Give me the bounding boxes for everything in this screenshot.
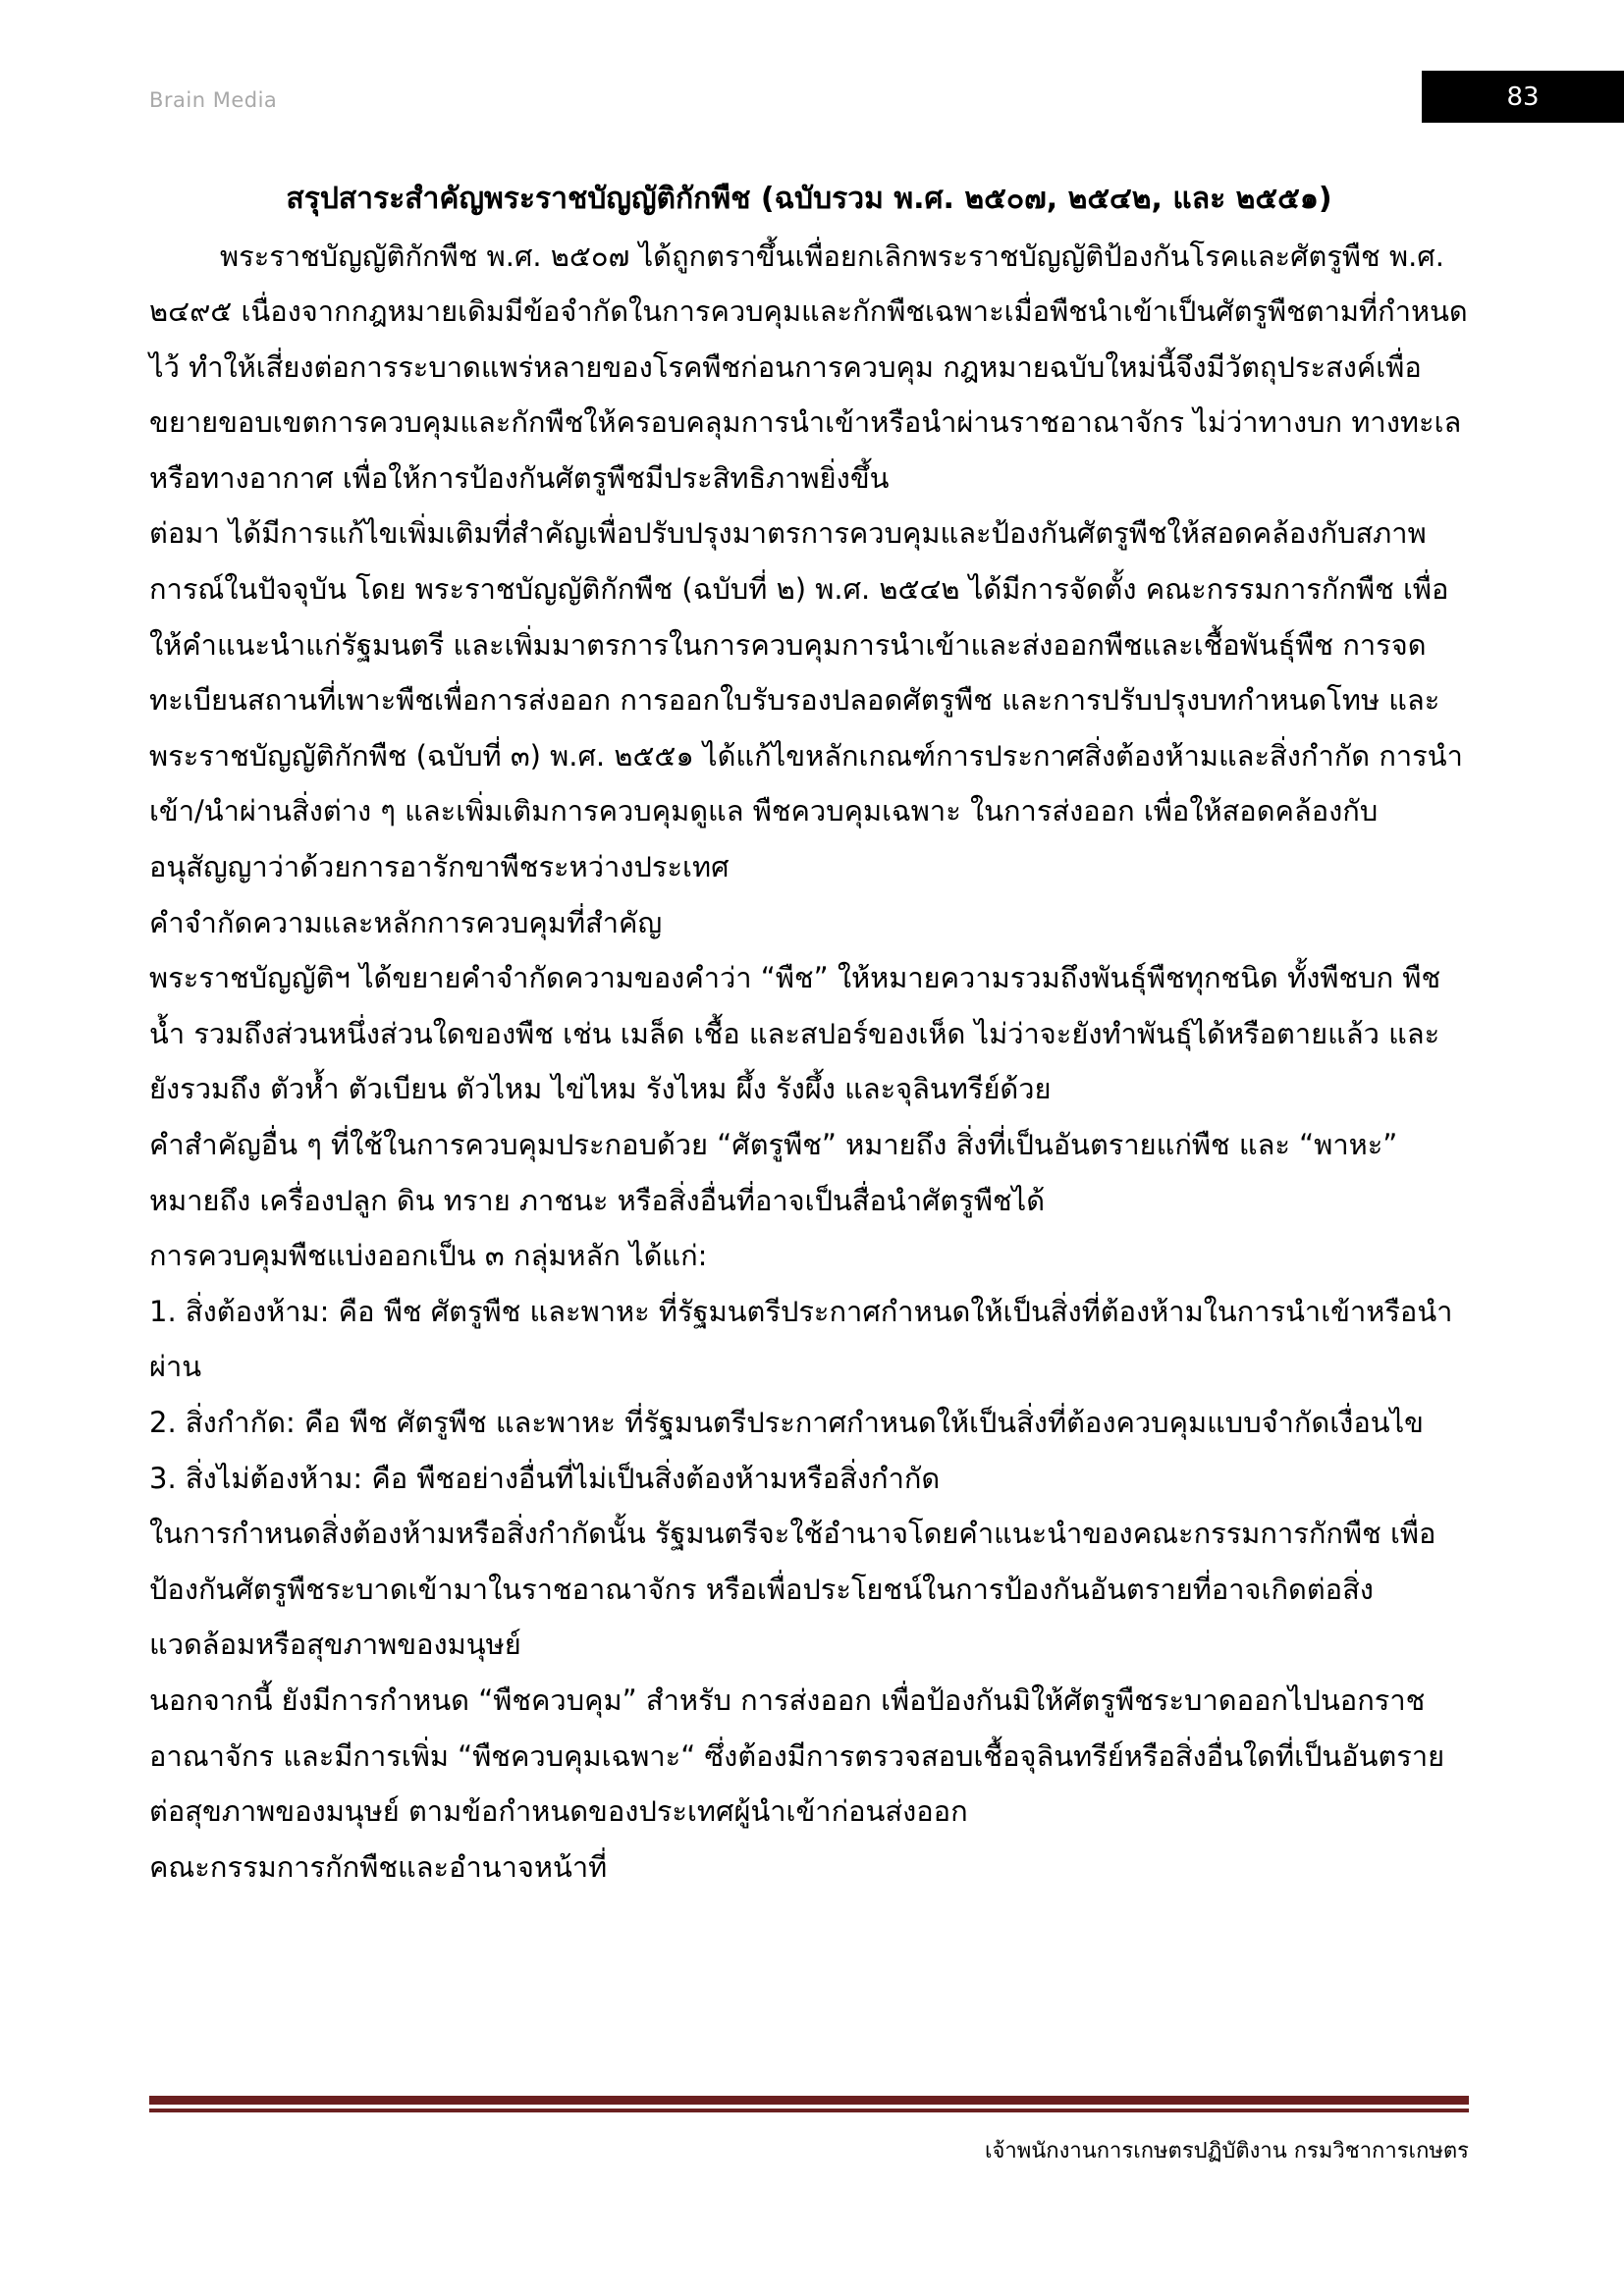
paragraph: พระราชบัญญัติฯ ได้ขยายคำจำกัดความของคำว่า “พืช” ให้หมายความรวมถึงพันธุ์พืชทุกชนิด ทั้งพืชบก พืชน้ำ รวมถึงส่วนหนึ่งส่วนใดของพืช เช่น เมล็ด เชื้อ และสปอร์ของเห็ด ไม่ว่าจะยังทำพันธุ์ได้หรือตายแล้ว และยังรวมถึง ตัวห้ำ ตัวเบียน ตัวไหม ไข่ไหม รังไหม ผึ้ง รังผึ้ง และจุลินทรีย์ด้วย — [149, 961, 1441, 1106]
footer-rule-thin — [149, 2109, 1469, 2112]
paragraph-heading: คำจำกัดความและหลักการควบคุมที่สำคัญ — [149, 905, 663, 939]
paragraph: คำสำคัญอื่น ๆ ที่ใช้ในการควบคุมประกอบด้วย “ศัตรูพืช” หมายถึง สิ่งที่เป็นอันตรายแก่พืช และ “พาหะ” หมายถึง เครื่องปลูก ดิน ทราย ภาชนะ หรือสิ่งอื่นที่อาจเป็นสื่อนำศัตรูพืชได้ — [149, 1128, 1398, 1217]
list-item: 1. สิ่งต้องห้าม: คือ พืช ศัตรูพืช และพาหะ ที่รัฐมนตรีประกาศกำหนดให้เป็นสิ่งที่ต้องห้ามในการนำเข้าหรือนำผ่าน — [149, 1294, 1453, 1384]
list-item: 2. สิ่งกำกัด: คือ พืช ศัตรูพืช และพาหะ ที่รัฐมนตรีประกาศกำหนดให้เป็นสิ่งที่ต้องควบคุมแบบจำกัดเงื่อนไข — [149, 1405, 1424, 1439]
list-item: 3. สิ่งไม่ต้องห้าม: คือ พืชอย่างอื่นที่ไม่เป็นสิ่งต้องห้ามหรือสิ่งกำกัด — [149, 1461, 941, 1495]
document-title: สรุปสาระสำคัญพระราชบัญญัติกักพืช (ฉบับรวม พ.ศ. ๒๕๐๗, ๒๕๔๒, และ ๒๕๕๑) — [286, 182, 1332, 216]
document-body — [149, 177, 1469, 1895]
paragraph: พระราชบัญญัติกักพืช พ.ศ. ๒๕๐๗ ได้ถูกตราขึ้นเพื่อยกเลิกพระราชบัญญัติป้องกันโรคและศัตรูพืช พ.ศ. ๒๔๙๕ เนื่องจากกฎหมายเดิมมีข้อจำกัดในการควบคุมและกักพืชเฉพาะเมื่อพืชนำเข้าเป็นศัตรูพืชตามที่กำหนดไว้ ทำให้เสี่ยงต่อการระบาดแพร่หลายของโรคพืชก่อนการควบคุม กฎหมายฉบับใหม่นี้จึงมีวัตถุประสงค์เพื่อขยายขอบเขตการควบคุมและกักพืชให้ครอบคลุมการนำเข้าหรือนำผ่านราชอาณาจักร ไม่ว่าทางบก ทางทะเล หรือทางอากาศ เพื่อให้การป้องกันศัตรูพืชมีประสิทธิภาพยิ่งขึ้น — [149, 239, 1468, 495]
paragraph: นอกจากนี้ ยังมีการกำหนด “พืชควบคุม” สำหรับ การส่งออก เพื่อป้องกันมิให้ศัตรูพืชระบาดออกไปนอกราชอาณาจักร และมีการเพิ่ม “พืชควบคุมเฉพาะ“ ซึ่งต้องมีการตรวจสอบเชื้อจุลินทรีย์หรือสิ่งอื่นใดที่เป็นอันตรายต่อสุขภาพของมนุษย์ ตามข้อกำหนดของประเทศผู้นำเข้าก่อนส่งออก — [149, 1682, 1445, 1829]
paragraph: ในการกำหนดสิ่งต้องห้ามหรือสิ่งกำกัดนั้น รัฐมนตรีจะใช้อำนาจโดยคำแนะนำของคณะกรรมการกักพืช เพื่อป้องกันศัตรูพืชระบาดเข้ามาในราชอาณาจักร หรือเพื่อประโยชน์ในการป้องกันอันตรายที่อาจเกิดต่อสิ่งแวดล้อมหรือสุขภาพของมนุษย์ — [149, 1517, 1436, 1662]
footer-divider — [149, 2096, 1469, 2112]
footer-rule-thick — [149, 2096, 1469, 2105]
page-number-badge: 83 — [1422, 71, 1624, 123]
brand-label: Brain Media — [149, 88, 278, 112]
paragraph: ต่อมา ได้มีการแก้ไขเพิ่มเติมที่สำคัญเพื่อปรับปรุงมาตรการควบคุมและป้องกันศัตรูพืชให้สอดคล้องกับสภาพการณ์ในปัจจุบัน โดย พระราชบัญญัติกักพืช (ฉบับที่ ๒) พ.ศ. ๒๕๔๒ ได้มีการจัดตั้ง คณะกรรมการกักพืช เพื่อให้คำแนะนำแก่รัฐมนตรี และเพิ่มมาตรการในการควบคุมการนำเข้าและส่งออกพืชและเชื้อพันธุ์พืช การจดทะเบียนสถานที่เพาะพืชเพื่อการส่งออก การออกใบรับรองปลอดศัตรูพืช และการปรับปรุงบทกำหนดโทษ และ พระราชบัญญัติกักพืช (ฉบับที่ ๓) พ.ศ. ๒๕๕๑ ได้แก้ไขหลักเกณฑ์การประกาศสิ่งต้องห้ามและสิ่งกำกัด การนำเข้า/นำผ่านสิ่งต่าง ๆ และเพิ่มเติมการควบคุมดูแล พืชควบคุมเฉพาะ ในการส่งออก เพื่อให้สอดคล้องกับอนุสัญญาว่าด้วยการอารักขาพืชระหว่างประเทศ — [149, 516, 1463, 884]
page-header — [0, 0, 1624, 128]
footer-attribution: เจ้าพนักงานการเกษตรปฏิบัติงาน กรมวิชาการเกษตร — [984, 2139, 1469, 2163]
paragraph-heading: คณะกรรมการกักพืชและอำนาจหน้าที่ — [149, 1849, 608, 1884]
paragraph-list-intro: การควบคุมพืชแบ่งออกเป็น ๓ กลุ่มหลัก ได้แก่: — [149, 1239, 708, 1273]
